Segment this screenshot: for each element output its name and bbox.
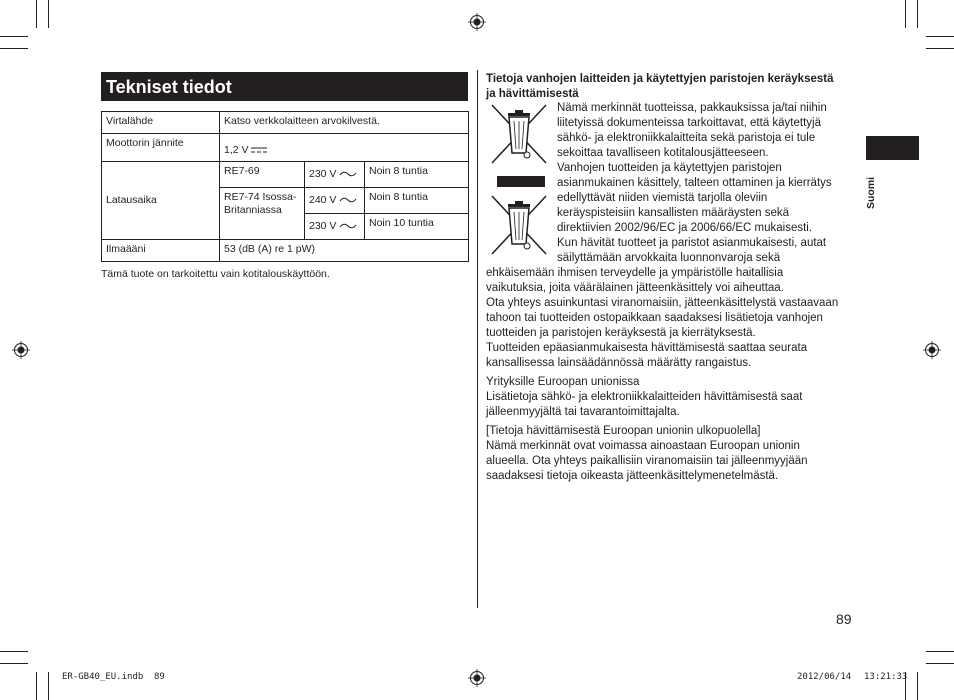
crop-mark — [36, 0, 37, 28]
crop-mark — [36, 672, 37, 700]
text-line: sekoittaa tavalliseen kotitalousjätteeseen. — [557, 147, 769, 159]
text-line: sähkö- ja elektroniikkalaitteita sekä paristoja ei tule — [557, 132, 816, 144]
voltage-text: 230 V — [309, 220, 337, 232]
section-title: Tekniset tiedot — [106, 77, 232, 97]
registration-mark-icon — [468, 13, 486, 31]
text-line: direktiivien 2002/96/EC ja 2006/66/EC mukaisesti. — [557, 222, 813, 234]
text-line: edellyttävät niiden viemistä tarjolla oleviin — [557, 192, 768, 204]
language-label: Suomi — [865, 176, 877, 209]
table-row — [102, 240, 469, 262]
text-line: Kun hävität tuotteet ja paristot asianmukaisesti, autat — [557, 237, 827, 249]
text-line: asianmukainen käsittely, talteen ottaminen ja kierrätys — [557, 177, 832, 189]
spec-label: Moottorin jännite — [102, 134, 220, 162]
text-line: vaikutuksia, joita väärälainen jätteenkäsittely voi aiheuttaa. — [486, 282, 784, 294]
crop-mark — [926, 48, 954, 49]
charging-time: Noin 10 tuntia — [365, 214, 469, 240]
charging-voltage — [305, 162, 365, 188]
text-line: Nämä merkinnät tuotteissa, pakkauksissa ja/tai niihin — [557, 102, 827, 114]
text-line: tahoon tai tuotteiden ostopaikkaan saadaksesi lisätietoja vanhojen — [486, 312, 823, 324]
section-title-bar — [101, 72, 468, 101]
table-row — [102, 162, 469, 188]
text-line: Nämä merkinnät ovat voimassa ainoastaan Euroopan unionin — [486, 440, 800, 452]
crop-mark — [48, 0, 49, 28]
business-section — [486, 375, 856, 420]
text-line: saadaksesi tietoja oikeasta jätteenkäsittelymenetelmästä. — [486, 470, 779, 482]
business-heading: Yrityksille Euroopan unionissa — [486, 376, 640, 388]
ac-symbol-icon — [339, 196, 357, 204]
disposal-paragraph — [557, 101, 857, 266]
crossed-bin-icon — [490, 194, 548, 256]
disposal-heading — [486, 72, 856, 102]
crop-mark — [926, 36, 954, 37]
ac-symbol-icon — [339, 170, 357, 178]
charging-time: Noin 8 tuntia — [365, 188, 469, 214]
crop-mark — [0, 48, 28, 49]
charging-voltage — [305, 188, 365, 214]
registration-mark-icon — [923, 341, 941, 359]
crop-mark — [48, 672, 49, 700]
registration-mark-icon — [468, 669, 486, 687]
charging-time: Noin 8 tuntia — [365, 162, 469, 188]
crop-mark — [0, 651, 28, 652]
footer-filename: ER-GB40_EU.indb — [62, 672, 144, 682]
table-row — [102, 112, 469, 134]
registration-mark-icon — [12, 341, 30, 359]
outside-eu-heading: [Tietoja hävittämisestä Euroopan unionin ulkopuolella] — [486, 425, 761, 437]
text-line: alueella. Ota yhteys paikallisiin viranomaisiin tai jälleenmyyjään — [486, 455, 808, 467]
text-line: liitetyissä dokumenteissa tarkoittavat, että käytettyjä — [557, 117, 821, 129]
spec-label: Latausaika — [102, 162, 220, 240]
footer-date: 2012/06/14 — [797, 672, 852, 682]
motor-voltage-value: 1,2 V — [224, 143, 249, 156]
text-line: tuotteiden ja paristojen keräyksestä ja kierrätyksestä. — [486, 327, 756, 339]
crop-mark — [917, 672, 918, 700]
text-line: Lisätietoja sähkö- ja elektroniikkalaitteiden hävittämisestä saat — [486, 391, 803, 403]
outside-eu-section — [486, 424, 856, 484]
crop-mark — [0, 36, 28, 37]
text-line: jälleenmyyjältä tai tavarantoimittajalta. — [486, 406, 680, 418]
crossed-bin-icon — [490, 103, 548, 165]
page-number: 89 — [836, 611, 852, 627]
charging-voltage — [305, 214, 365, 240]
spec-value: Katso verkkolaitteen arvokilvestä. — [220, 112, 469, 134]
language-tab — [866, 136, 919, 160]
heading-line: ja hävittämisestä — [486, 88, 579, 100]
footer-page: 89 — [154, 672, 165, 682]
text-line: Vanhojen tuotteiden ja käytettyjen paristojen — [557, 162, 782, 174]
voltage-text: 230 V — [309, 168, 337, 180]
heading-line: Tietoja vanhojen laitteiden ja käytettyjen paristojen keräyksestä — [486, 73, 834, 85]
spec-value — [220, 134, 469, 162]
spec-value: 53 (dB (A) re 1 pW) — [220, 240, 469, 262]
text-line: säilyttämään arvokkaita luonnonvaroja sekä — [557, 252, 781, 264]
dc-symbol-icon — [251, 146, 267, 154]
voltage-text: 240 V — [309, 194, 337, 206]
charging-model: RE7-69 — [220, 162, 305, 188]
solid-bar — [497, 176, 545, 187]
crop-mark — [926, 663, 954, 664]
crop-mark — [0, 663, 28, 664]
text-line: Tuotteiden epäasianmukaisesta hävittämisestä saattaa seurata — [486, 342, 808, 354]
table-row — [102, 134, 469, 162]
footer-time: 13:21:33 — [864, 672, 908, 682]
spec-label: Virtalähde — [102, 112, 220, 134]
spec-table — [101, 111, 469, 262]
text-line: keräyspisteisiin kansallisten määräysten sekä — [557, 207, 790, 219]
text-line: Ota yhteys asuinkuntasi viranomaisiin, jätteenkäsittelystä vastaavaan — [486, 297, 839, 309]
disposal-paragraph-continued — [486, 266, 856, 371]
text-line: ehkäisemään ihmisen terveydelle ja ympäristölle haitallisia — [486, 267, 784, 279]
ac-symbol-icon — [339, 222, 357, 230]
crop-mark — [917, 0, 918, 28]
column-divider — [477, 70, 478, 608]
spec-label: Ilmaääni — [102, 240, 220, 262]
text-line: kansallisessa lainsäädännössä määrätty rangaistus. — [486, 357, 752, 369]
charging-model: RE7-74 Isossa-Britanniassa — [220, 188, 305, 240]
household-use-note: Tämä tuote on tarkoitettu vain kotitalouskäyttöön. — [101, 268, 330, 280]
crop-mark — [905, 0, 906, 28]
crop-mark — [926, 651, 954, 652]
